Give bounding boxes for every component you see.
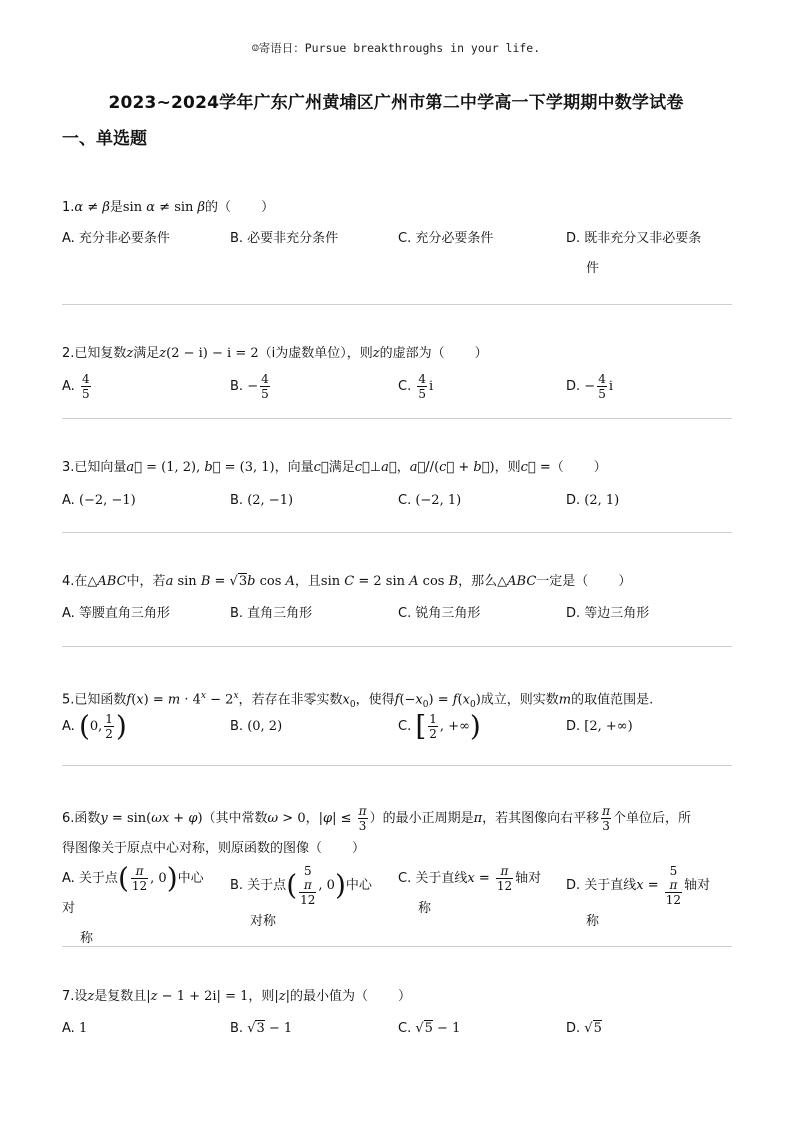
option-a: A. $\frac{4}{5}$ [62,372,90,401]
question-stem: 2.已知复数z满足z(2 − i) − i = 2（i为虚数单位），则z的虚部为（ ） [62,346,488,361]
option-c: C. √5 − 1 [398,1021,461,1036]
question-stem: 5.已知函数$f(x) = m \cdot 4^x - 2^x$，若存在非零实数$x_0$，使得$f(-x_0) = f(x_0)$成立，则实数m的取值范围是. [62,691,654,710]
divider [62,304,732,305]
option-c: C. 锐角三角形 [398,606,481,621]
option-d: D. − $\frac{4}{5}$ i [566,372,613,401]
motto-header: ☺寄语日：Pursue breakthroughs in your life. [251,41,541,55]
question-stem: 3.已知向量a⃗ = (1, 2), b⃗ = (3, 1)，向量c⃗满足c⃗⊥a⃗，a⃗//(c⃗ + b⃗)，则c⃗ =（ ） [62,460,607,475]
question-stem: 6.函数y = sin(ωx + φ)（其中常数ω > 0，|φ| ≤ $\frac{\pi}{3}$ ）的最小正周期是π，若其图像向右平移 $\frac{\pi}{3}$ 个单位后，所 [62,804,692,833]
option-c: C. (−2, 1) [398,493,462,508]
option-a: A. 等腰直角三角形 [62,606,170,621]
question-1 [62,198,734,276]
question-stem: 1.α ≠ β是sin α ≠ sin β的（ ） [62,200,275,215]
divider [62,946,732,947]
question-3 [62,458,734,508]
option-d: D. [2, +∞) [566,719,633,734]
option-c: C. $\frac{4}{5}$ i [398,372,434,401]
option-b: B. 直角三角形 [230,606,313,621]
divider [62,765,732,766]
question-6 [62,804,734,946]
option-a: A. 充分非必要条件 [62,231,170,246]
option-d: D. (2, 1) [566,493,620,508]
option-b: B. (0, 2) [230,719,283,734]
option-c: C. 充分必要条件 [398,231,494,246]
option-d: D. 等边三角形 [566,606,650,621]
option-c: C. [ $\frac{1}{2}$ , +∞) [398,709,481,743]
option-d: D. 关于直线x = 5 π 12 轴对 称 [566,864,711,929]
option-b: B. − $\frac{4}{5}$ [230,372,269,401]
option-c: C. 关于直线x = $\frac{\pi}{12}$ 轴对 称 [398,864,542,916]
question-5 [62,686,734,743]
divider [62,646,732,647]
option-a: A. (0, $\frac{1}{2}$ ) [62,709,127,743]
question-2 [62,344,734,401]
question-4 [62,572,734,621]
question-stem: 4.在△ABC中，若a sin B = √3b cos A，且sin C = 2 sin A cos B，那么△ABC一定是（ ） [62,574,632,589]
option-b: B. (2, −1) [230,493,294,508]
question-stem: 7.设z是复数且|z − 1 + 2i| = 1，则|z|的最小值为（ ） [62,989,412,1004]
option-b: B. 必要非充分条件 [230,231,339,246]
option-a: A. (−2, −1) [62,493,136,508]
option-d: D. 既非充分又非必要条 件 [566,231,702,276]
option-b: B. √3 − 1 [230,1021,293,1036]
question-stem-line2: 得图像关于原点中心对称，则原函数的图像（ ） [62,841,366,856]
option-d: D. √5 [566,1021,602,1036]
option-a: A. 1 [62,1021,88,1036]
divider [62,532,732,533]
section-title: 一、单选题 [62,129,147,149]
option-b: B. 关于点( 5 π 12 , 0)中心 对称 [230,864,372,929]
option-a: A. 关于点( $\frac{\pi}{12}$ , 0)中心对 称 [62,861,204,946]
question-7 [62,987,734,1036]
divider [62,418,732,419]
document-title: 2023~2024学年广东广州黄埔区广州市第二中学高一下学期期中数学试卷 [108,93,684,113]
